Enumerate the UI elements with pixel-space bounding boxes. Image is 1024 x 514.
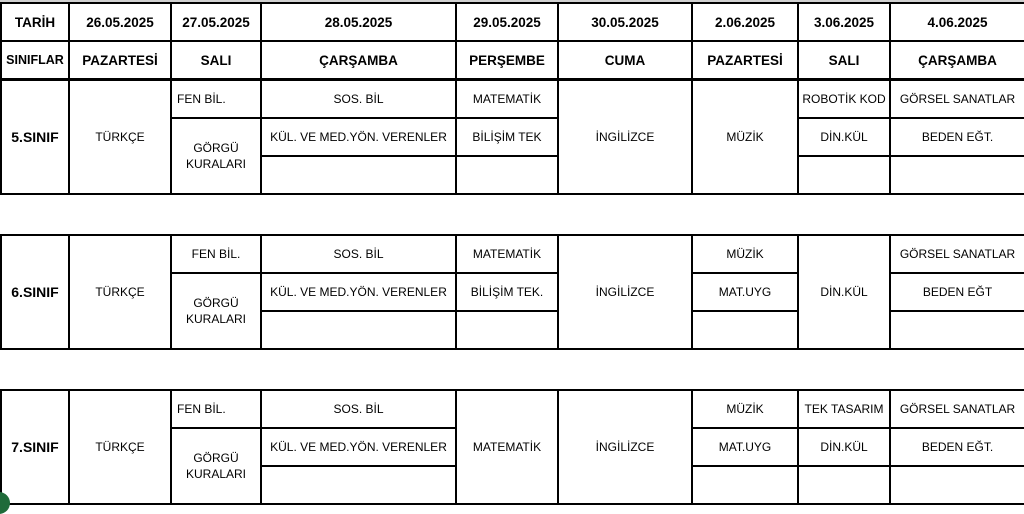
empty-cell <box>692 466 798 504</box>
day-cell: ÇARŞAMBA <box>261 41 456 79</box>
lesson-cell: FEN BİL. <box>171 235 261 273</box>
lesson-cell: TÜRKÇE <box>69 235 171 349</box>
date-cell: 3.06.2025 <box>798 3 890 41</box>
lesson-cell: SOS. BİL <box>261 390 456 428</box>
empty-cell <box>798 156 890 194</box>
lesson-cell: İNGİLİZCE <box>558 390 692 504</box>
day-cell: PAZARTESİ <box>69 41 171 79</box>
lesson-cell: MÜZİK <box>692 235 798 273</box>
lesson-cell: MAT.UYG <box>692 428 798 466</box>
lesson-cell: İNGİLİZCE <box>558 235 692 349</box>
empty-cell <box>890 466 1024 504</box>
class-7-schedule <box>0 389 1024 505</box>
header-table <box>0 2 1024 80</box>
lesson-cell: BİLİŞİM TEK. <box>456 273 558 311</box>
day-cell: SALI <box>798 41 890 79</box>
empty-cell <box>890 311 1024 349</box>
class-5-schedule <box>0 79 1024 195</box>
day-cell: SALI <box>171 41 261 79</box>
day-cell: PAZARTESİ <box>692 41 798 79</box>
lesson-cell: TÜRKÇE <box>69 390 171 504</box>
lesson-cell: DİN.KÜL <box>798 428 890 466</box>
lesson-cell: FEN BİL. <box>171 80 261 118</box>
lesson-cell: GÖRSEL SANATLAR <box>890 390 1024 428</box>
lesson-cell: ROBOTİK KOD <box>798 80 890 118</box>
date-cell: 2.06.2025 <box>692 3 798 41</box>
class-name: 5.SINIF <box>1 80 69 194</box>
lesson-cell: KÜL. VE MED.YÖN. VERENLER <box>261 118 456 156</box>
lesson-cell: BEDEN EĞT <box>890 273 1024 311</box>
class-6-schedule <box>0 234 1024 350</box>
date-cell: 28.05.2025 <box>261 3 456 41</box>
day-cell: ÇARŞAMBA <box>890 41 1024 79</box>
lesson-cell: GÖRGÜ KURALARI <box>171 428 261 504</box>
empty-cell <box>456 311 558 349</box>
lesson-cell: BİLİŞİM TEK <box>456 118 558 156</box>
lesson-cell: DİN.KÜL <box>798 235 890 349</box>
lesson-cell: TEK TASARIM <box>798 390 890 428</box>
lesson-cell: GÖRGÜ KURALARI <box>171 118 261 194</box>
lesson-cell: MATEMATİK <box>456 80 558 118</box>
tarih-label: TARİH <box>1 3 69 41</box>
lesson-cell: BEDEN EĞT. <box>890 118 1024 156</box>
empty-cell <box>692 311 798 349</box>
lesson-cell: GÖRSEL SANATLAR <box>890 235 1024 273</box>
siniflar-label: SINIFLAR <box>1 41 69 79</box>
day-cell: PERŞEMBE <box>456 41 558 79</box>
date-cell: 29.05.2025 <box>456 3 558 41</box>
lesson-cell: KÜL. VE MED.YÖN. VERENLER <box>261 428 456 466</box>
empty-cell <box>798 466 890 504</box>
empty-cell <box>456 156 558 194</box>
lesson-cell: KÜL. VE MED.YÖN. VERENLER <box>261 273 456 311</box>
lesson-cell: GÖRSEL SANATLAR <box>890 80 1024 118</box>
lesson-cell: GÖRGÜ KURALARI <box>171 273 261 349</box>
empty-cell <box>261 156 456 194</box>
lesson-cell: TÜRKÇE <box>69 80 171 194</box>
empty-cell <box>261 311 456 349</box>
lesson-cell: MÜZİK <box>692 80 798 194</box>
lesson-cell: DİN.KÜL <box>798 118 890 156</box>
lesson-cell: SOS. BİL <box>261 235 456 273</box>
empty-cell <box>261 466 456 504</box>
lesson-cell: FEN BİL. <box>171 390 261 428</box>
lesson-cell: MATEMATİK <box>456 390 558 504</box>
day-cell: CUMA <box>558 41 692 79</box>
empty-cell <box>890 156 1024 194</box>
lesson-cell: SOS. BİL <box>261 80 456 118</box>
lesson-cell: MÜZİK <box>692 390 798 428</box>
class-name: 7.SINIF <box>1 390 69 504</box>
lesson-cell: MAT.UYG <box>692 273 798 311</box>
date-cell: 4.06.2025 <box>890 3 1024 41</box>
date-cell: 26.05.2025 <box>69 3 171 41</box>
date-cell: 30.05.2025 <box>558 3 692 41</box>
class-name: 6.SINIF <box>1 235 69 349</box>
lesson-cell: MATEMATİK <box>456 235 558 273</box>
lesson-cell: İNGİLİZCE <box>558 80 692 194</box>
date-cell: 27.05.2025 <box>171 3 261 41</box>
lesson-cell: BEDEN EĞT. <box>890 428 1024 466</box>
